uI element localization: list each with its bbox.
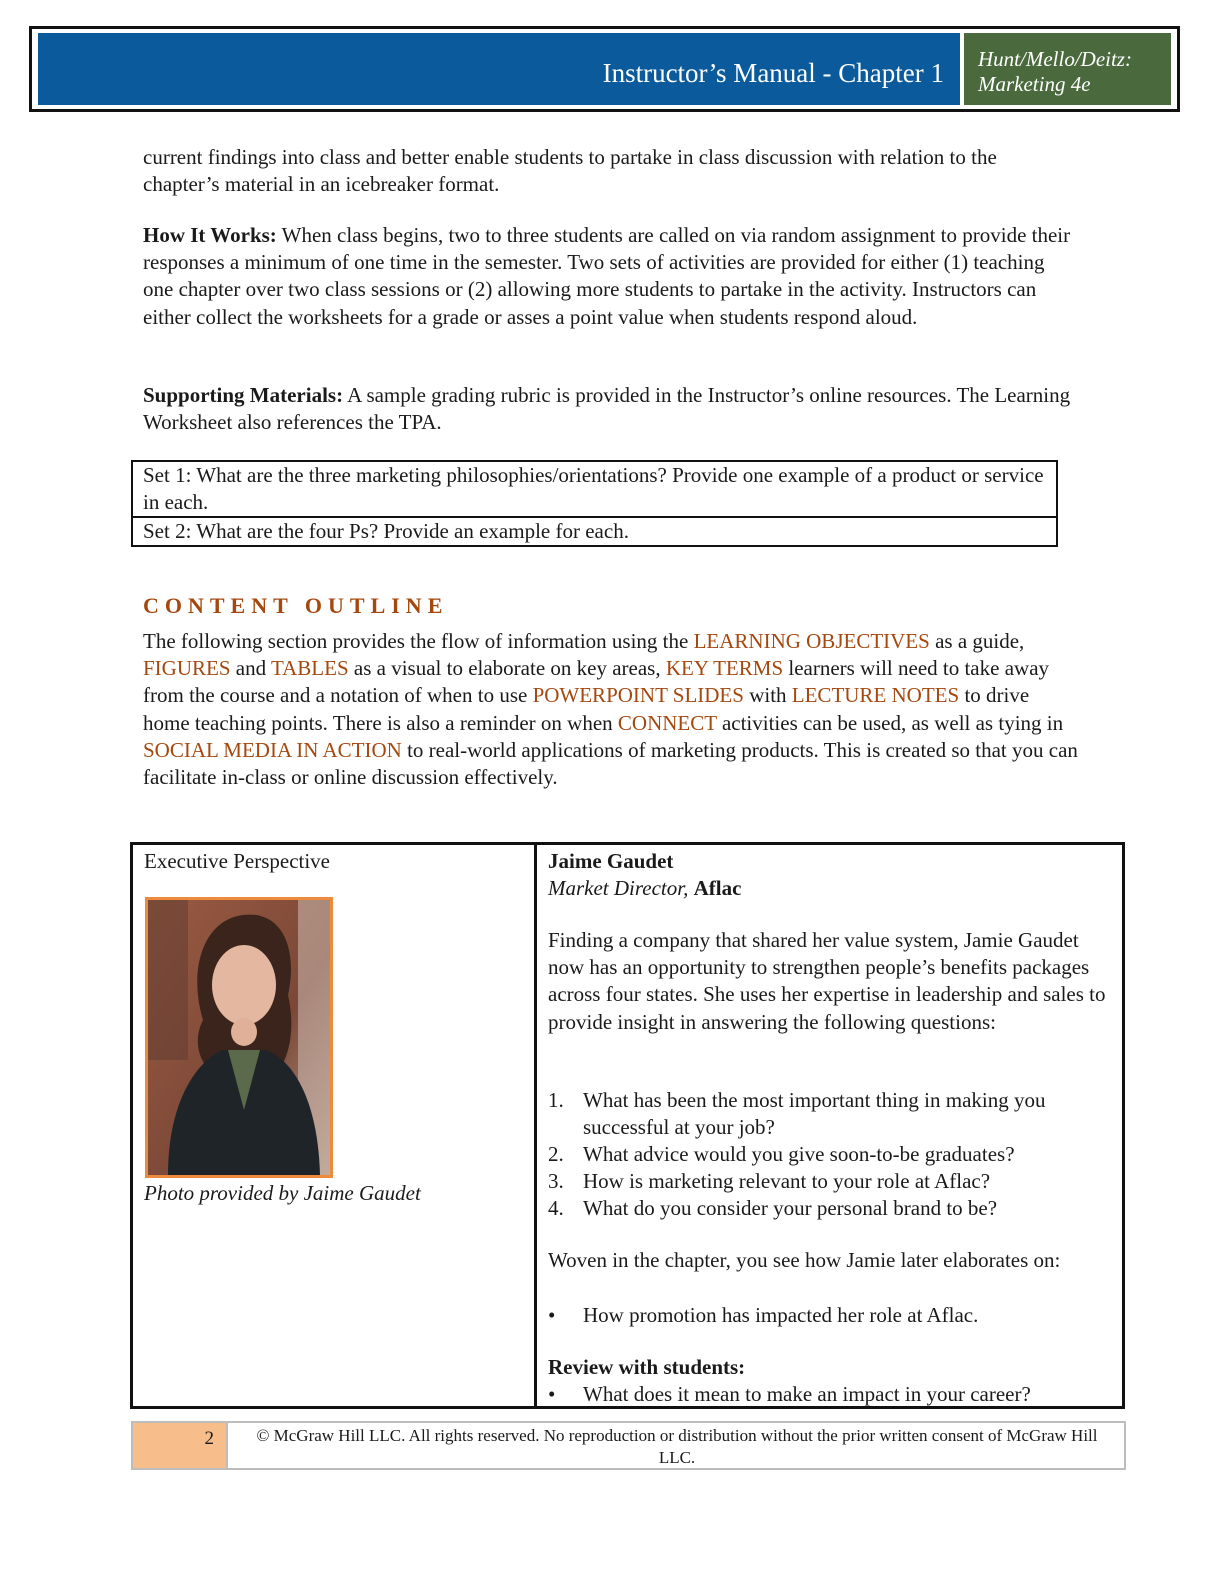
header-title-panel [38, 33, 963, 105]
executive-right-cell [537, 845, 1122, 1406]
page-footer [131, 1421, 1126, 1470]
portrait-illustration [148, 900, 330, 1175]
set-2-cell: Set 2: What are the four Ps? Provide an example for each. [132, 517, 1057, 546]
header-authors-line2: Marketing 4e [978, 72, 1091, 96]
executive-company: Aflac [693, 876, 742, 900]
page-number: 2 [204, 1428, 214, 1449]
executive-perspective-table [130, 842, 1125, 1409]
keyword-tables: TABLES [270, 656, 349, 681]
keyword-social-media-in-action: SOCIAL MEDIA IN ACTION [143, 737, 402, 762]
header-title: Instructor’s Manual - Chapter 1 [602, 58, 944, 88]
list-number: 4. [548, 1196, 564, 1220]
bullet-icon: • [548, 1303, 556, 1327]
how-it-works-paragraph [143, 222, 1078, 331]
list-text: What do you consider your personal brand to be? [583, 1196, 998, 1220]
photo-caption: Photo provided by Jaime Gaudet [144, 1181, 421, 1205]
header-authors [978, 47, 1132, 97]
table-row [132, 517, 1057, 546]
activity-sets-table [131, 460, 1058, 547]
executive-role: Market Director, [548, 876, 689, 900]
outline-text: as a guide, [929, 629, 1025, 653]
supporting-materials-label: Supporting Materials: [143, 383, 344, 407]
executive-left-cell [133, 845, 537, 1406]
outline-text: to real-world applications of marketing products. This is created so that you can facilitate in-class or online discussion effectively. [143, 737, 1078, 790]
bullet-icon: • [548, 1382, 556, 1406]
executive-name: Jaime Gaudet [548, 849, 674, 873]
list-text: What has been the most important thing in making you successful at your job? [583, 1088, 1046, 1139]
outline-text: as a visual to elaborate on key areas, [348, 656, 666, 681]
list-number: 3. [548, 1169, 564, 1193]
table-row [132, 461, 1057, 517]
outline-text: to drive home teaching points. There is also a reminder on when [143, 683, 1030, 735]
how-it-works-label: How It Works: [143, 223, 277, 247]
header-authors-panel [964, 33, 1171, 105]
executive-title-line [548, 875, 1108, 902]
content-outline-paragraph [143, 628, 1078, 791]
executive-photo [145, 897, 333, 1178]
keyword-key-terms: KEY TERMS [665, 656, 784, 681]
list-text: What does it mean to make an impact in your career? [583, 1382, 1031, 1406]
keyword-learning-objectives: LEARNING OBJECTIVES [693, 629, 930, 653]
intro-paragraph: current findings into class and better enable students to partake in class discussion with relation to the chapter’s material in an icebreaker format. [143, 145, 997, 197]
keyword-connect: CONNECT [617, 710, 717, 735]
supporting-materials-text: A sample grading rubric is provided in the Instructor’s online resources. The Learning Worksheet also references the TPA. [143, 383, 1071, 435]
header-banner [29, 26, 1180, 112]
keyword-figures: FIGURES [143, 656, 231, 681]
copyright-notice: © McGraw Hill LLC. All rights reserved. No reproduction or distribution without the prior written consent of McGraw Hill LLC. [256, 1426, 1098, 1467]
list-number: 2. [548, 1142, 564, 1166]
set-1-cell: Set 1: What are the three marketing philosophies/orientations? Provide one example of a product or service in each. [132, 461, 1057, 517]
executive-intro: Finding a company that shared her value system, Jamie Gaudet now has an opportunity to strengthen people’s benefits packages across four states. She uses her expertise in leadership and sales to provide insight in answering the following questions: [548, 928, 1106, 1034]
outline-text: The following section provides the flow of information using the [143, 629, 694, 653]
outline-text: with [743, 683, 792, 708]
supporting-materials-paragraph [143, 382, 1078, 436]
keyword-lecture-notes: LECTURE NOTES [791, 683, 960, 708]
how-it-works-text: When class begins, two to three students are called on via random assignment to provide their responses a minimum of one time in the semester. Two sets of activities are provided for either (1) teaching one chapter over two class sessions or (2) allowing more students to partake in the activity. Instructors can either collect the worksheets for a grade or asses a point value when students respond aloud. [143, 223, 1071, 329]
outline-text: activities can be used, as well as tying in [716, 710, 1064, 735]
executive-perspective-label: Executive Perspective [144, 849, 331, 873]
list-text: How promotion has impacted her role at Aflac. [583, 1303, 979, 1327]
keyword-powerpoint-slides: POWERPOINT SLIDES [532, 683, 744, 708]
content-outline-heading: CONTENT OUTLINE [143, 593, 449, 618]
list-number: 1. [548, 1088, 564, 1112]
page-number-box [133, 1423, 228, 1468]
list-text: What advice would you give soon-to-be graduates? [583, 1142, 1015, 1166]
outline-text: and [230, 656, 271, 681]
review-label: Review with students: [548, 1355, 746, 1379]
header-authors-line1: Hunt/Mello/Deitz: [978, 47, 1132, 71]
list-text: How is marketing relevant to your role at Aflac? [583, 1169, 991, 1193]
outline-text: learners will need to take away from the course and a notation of when to use [143, 656, 1050, 708]
woven-paragraph: Woven in the chapter, you see how Jamie later elaborates on: [548, 1248, 1061, 1272]
